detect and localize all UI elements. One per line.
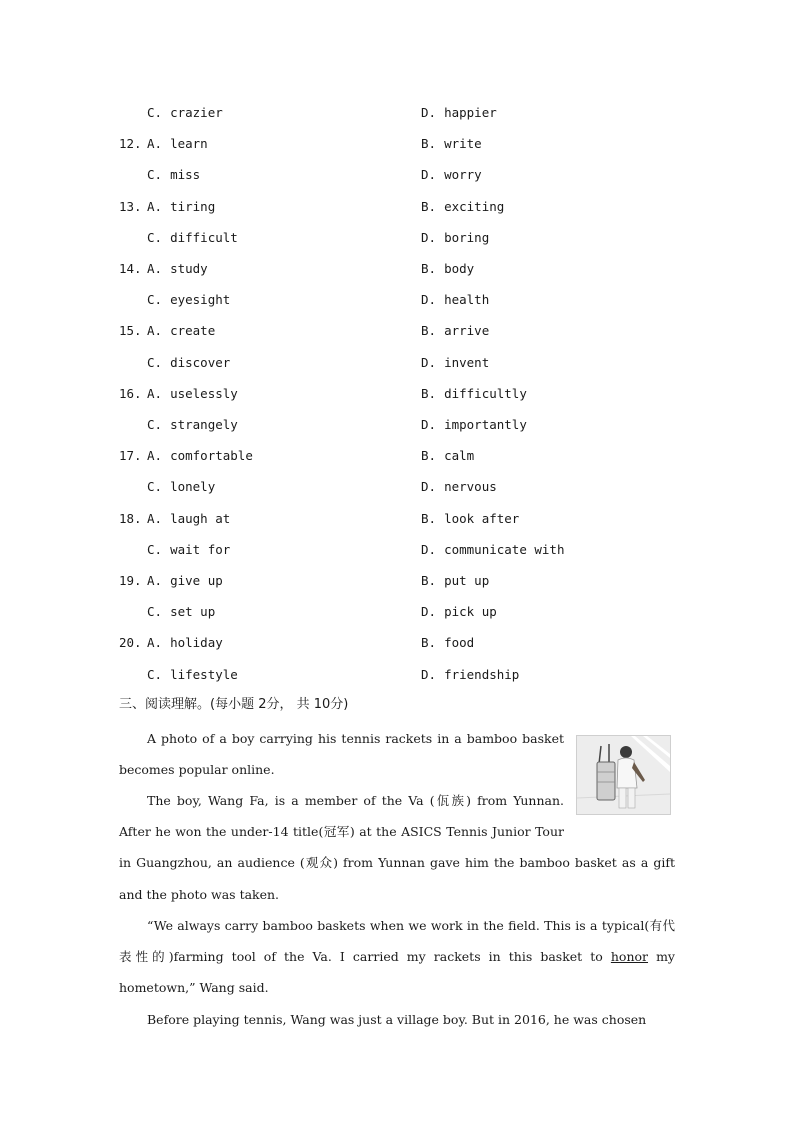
- passage-paragraph-1: A photo of a boy carrying his tennis rackets in a bamboo basket becomes popular online.: [119, 731, 564, 778]
- option-text: communicate with: [444, 541, 565, 557]
- option-text: calm: [444, 448, 475, 464]
- option-text: arrive: [444, 323, 490, 339]
- option-letter: C.: [147, 105, 163, 120]
- option-right: [421, 199, 504, 215]
- option-letter: B.: [421, 385, 437, 401]
- option-letter: A.: [147, 198, 163, 214]
- option-left: [147, 448, 253, 464]
- option-letter: B.: [421, 448, 437, 464]
- option-left: [147, 261, 208, 277]
- option-left: [147, 386, 238, 402]
- option-text: friendship: [444, 666, 520, 682]
- option-text: importantly: [444, 417, 527, 432]
- option-right: [421, 355, 489, 371]
- question-number: 16.: [119, 385, 142, 401]
- option-letter: D.: [421, 479, 437, 495]
- option-text: invent: [444, 354, 490, 370]
- option-text: lifestyle: [170, 666, 238, 682]
- option-text: put up: [444, 573, 490, 588]
- option-letter: B.: [421, 136, 437, 152]
- passage-paragraph-3-part-b: my hometown,” Wang said.: [119, 949, 675, 996]
- option-letter: B.: [421, 323, 437, 339]
- option-text: laugh at: [170, 510, 231, 526]
- option-left: [147, 604, 215, 620]
- option-text: set up: [170, 604, 216, 620]
- option-text: crazier: [170, 105, 223, 120]
- option-letter: C.: [147, 292, 163, 308]
- photo-wrap-spacer: [564, 785, 675, 841]
- question-number: 19.: [119, 573, 142, 588]
- option-letter: A.: [147, 136, 163, 152]
- option-letter: A.: [147, 385, 163, 401]
- option-text: write: [444, 136, 482, 152]
- option-left: [147, 199, 215, 215]
- option-text: difficult: [170, 229, 238, 245]
- option-letter: A.: [147, 573, 163, 588]
- option-letter: D.: [421, 417, 437, 432]
- option-text: food: [444, 635, 475, 651]
- option-letter: A.: [147, 323, 163, 339]
- option-text: health: [444, 292, 490, 308]
- option-right: [421, 604, 497, 620]
- option-left: [147, 479, 215, 495]
- option-left: [147, 355, 230, 371]
- option-letter: C.: [147, 167, 163, 183]
- option-right: [421, 292, 489, 308]
- option-letter: B.: [421, 198, 437, 214]
- option-right: [421, 417, 527, 433]
- passage-paragraph-2-body: The boy, Wang Fa, is a member of the Va (佤族) from Yunnan. After he won the under-14 title(冠军) at the ASICS Tennis Junior Tour in Guangzhou, an audience (观众) from Yunnan gave him the bamboo basket as a gift and the photo was taken.: [119, 793, 675, 902]
- option-text: worry: [444, 167, 482, 183]
- option-letter: D.: [421, 105, 437, 120]
- option-text: create: [170, 323, 216, 339]
- option-text: body: [444, 261, 475, 276]
- option-text: eyesight: [170, 292, 231, 308]
- option-letter: D.: [421, 292, 437, 308]
- question-number: 17.: [119, 448, 142, 464]
- option-letter: D.: [421, 229, 437, 245]
- option-right: [421, 323, 489, 339]
- option-letter: A.: [147, 448, 163, 464]
- option-right: [421, 230, 489, 246]
- question-number: 13.: [119, 198, 142, 214]
- option-right: [421, 479, 497, 495]
- question-number: 15.: [119, 323, 142, 339]
- option-letter: C.: [147, 229, 163, 245]
- option-text: happier: [444, 105, 497, 120]
- option-left: [147, 573, 223, 589]
- option-right: [421, 386, 527, 402]
- option-right: [421, 136, 482, 152]
- option-left: [147, 635, 223, 651]
- option-letter: A.: [147, 261, 163, 276]
- option-right: [421, 448, 474, 464]
- option-text: holiday: [170, 635, 223, 651]
- option-text: give up: [170, 573, 223, 588]
- option-text: pick up: [444, 604, 497, 620]
- option-left: [147, 230, 238, 246]
- question-number: 14.: [119, 261, 142, 276]
- option-text: boring: [444, 229, 490, 245]
- option-text: wait for: [170, 541, 231, 557]
- option-letter: C.: [147, 541, 163, 557]
- option-letter: B.: [421, 573, 437, 588]
- option-right: [421, 635, 474, 651]
- question-number: 12.: [119, 136, 142, 152]
- option-text: learn: [170, 136, 208, 152]
- option-left: [147, 542, 230, 558]
- option-text: nervous: [444, 479, 497, 495]
- option-letter: B.: [421, 635, 437, 651]
- option-text: miss: [170, 167, 201, 183]
- option-text: tiring: [170, 198, 216, 214]
- option-right: [421, 573, 489, 589]
- option-right: [421, 511, 519, 527]
- option-right: [421, 167, 482, 183]
- question-number: 20.: [119, 635, 142, 651]
- option-text: uselessly: [170, 385, 238, 401]
- option-letter: C.: [147, 479, 163, 495]
- passage-paragraph-2-text: [119, 785, 675, 910]
- option-left: [147, 667, 238, 683]
- option-text: difficultly: [444, 385, 527, 401]
- option-letter: A.: [147, 510, 163, 526]
- option-letter: D.: [421, 604, 437, 620]
- option-text: exciting: [444, 198, 505, 214]
- option-text: discover: [170, 354, 231, 370]
- option-letter: A.: [147, 635, 163, 651]
- option-left: [147, 323, 215, 339]
- option-letter: B.: [421, 261, 437, 276]
- section-title: 三、阅读理解。(每小题 2分， 共 10分): [119, 697, 349, 712]
- option-letter: D.: [421, 666, 437, 682]
- option-text: look after: [444, 510, 520, 526]
- option-text: comfortable: [170, 448, 253, 464]
- option-letter: C.: [147, 604, 163, 620]
- underlined-word-honor: honor: [610, 949, 649, 965]
- option-left: [147, 417, 238, 433]
- option-right: [421, 667, 519, 683]
- option-text: study: [170, 261, 208, 276]
- option-right: [421, 261, 474, 277]
- passage-paragraph-3-part-a: “We always carry bamboo baskets when we work in the field. This is a typical(有代表性的)farming tool of the Va. I carried my rackets in this basket to: [119, 918, 675, 965]
- passage-paragraph-3: [119, 910, 675, 1004]
- option-letter: D.: [421, 167, 437, 183]
- option-text: strangely: [170, 417, 238, 432]
- option-left: [147, 136, 208, 152]
- option-text: lonely: [170, 479, 216, 495]
- question-number: 18.: [119, 510, 142, 526]
- option-letter: C.: [147, 417, 163, 432]
- option-letter: D.: [421, 354, 437, 370]
- option-right: [421, 105, 497, 121]
- option-left: [147, 105, 223, 121]
- passage-paragraph-4: Before playing tennis, Wang was just a village boy. But in 2016, he was chosen: [147, 1012, 647, 1027]
- option-left: [147, 292, 230, 308]
- option-letter: D.: [421, 541, 437, 557]
- option-right: [421, 542, 564, 558]
- option-letter: C.: [147, 666, 163, 682]
- option-letter: C.: [147, 354, 163, 370]
- option-left: [147, 167, 200, 183]
- option-left: [147, 511, 230, 527]
- option-letter: B.: [421, 510, 437, 526]
